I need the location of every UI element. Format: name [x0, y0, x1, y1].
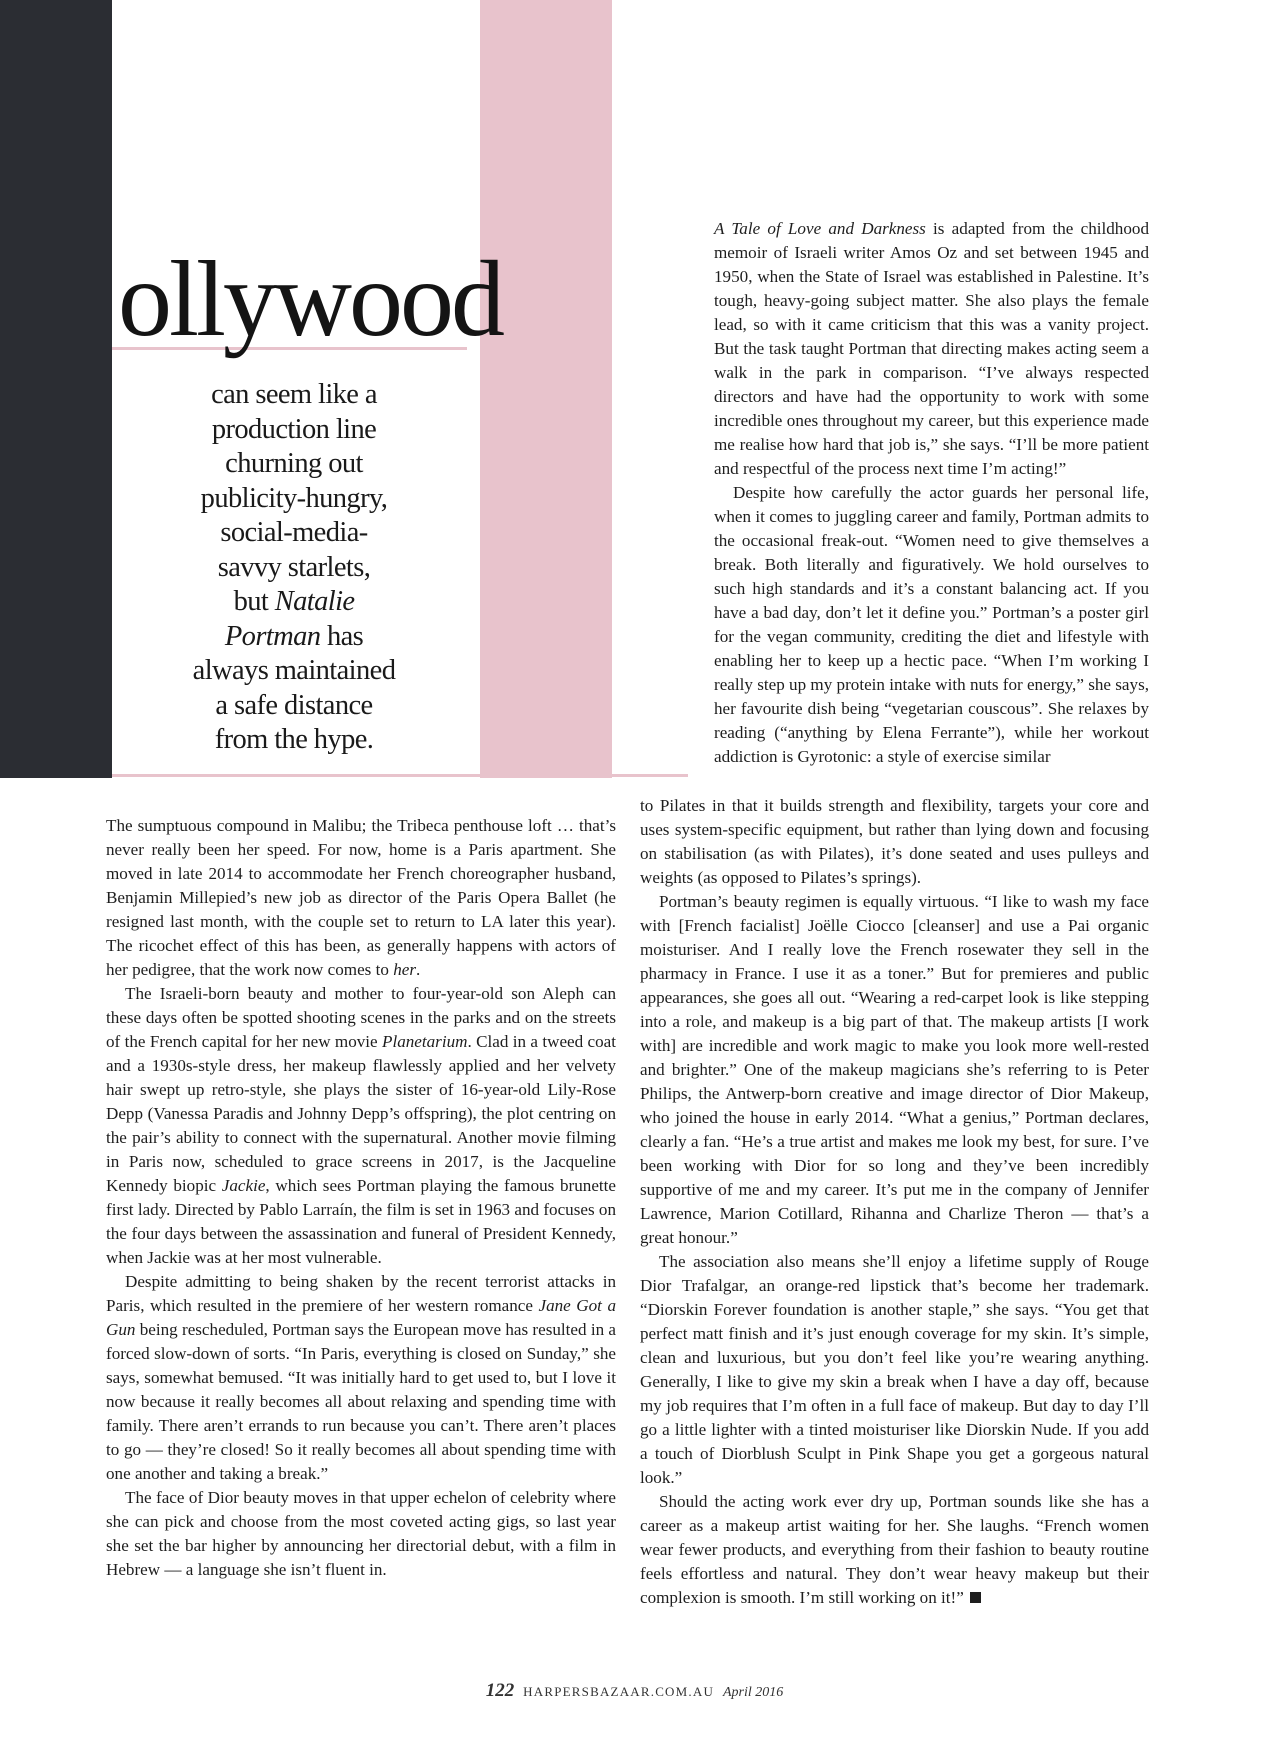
standfirst-line: publicity-hungry,	[200, 482, 388, 514]
paragraph-text: .	[415, 960, 421, 979]
paragraph-text: , which sees Portman playing the famous brunette first lady. Directed by Pablo Larraín, the film is set in 1963 and focuses on the four days between the assassination and funeral of President Kennedy, when Jackie was at her most vulnerable.	[106, 1176, 616, 1267]
body-paragraph	[714, 217, 1149, 481]
emphasis: her	[393, 960, 416, 979]
body-paragraph	[640, 1490, 1149, 1610]
body-paragraph: Despite how carefully the actor guards her personal life, when it comes to juggling career and family, Portman admits to the occasional freak-out. “Women need to give themselves a break. Both literally and figuratively. We hold ourselves to such high standards and it’s a constant balancing act. If you have a bad day, don’t let it define you.” Portman’s a poster girl for the vegan community, crediting the diet and lifestyle with enabling her to keep up a hectic pace. “When I’m working I really step up my protein intake with nuts for energy,” she says, her favourite dish being “vegetarian couscous”. She relaxes by reading (“anything by Elena Ferrante”), while her workout addiction is Gyrotonic: a style of exercise similar	[714, 483, 1149, 766]
standfirst-line	[160, 585, 428, 620]
standfirst-line: production line	[211, 413, 377, 445]
paragraph-text: The sumptuous compound in Malibu; the Tribeca penthouse loft … that’s never really been her speed. For now, home is a Paris apartment. She moved in late 2014 to accommodate her French choreographer husband, Benjamin Millepied’s new job as director of the Paris Opera Ballet (he resigned last month, with the couple set to return to LA later this year). The ricochet effect of this has been, as generally happens with actors of her pedigree, that the work now comes to	[106, 816, 616, 979]
issue-date: April 2016	[722, 1685, 784, 1700]
standfirst-but: but	[233, 586, 275, 617]
body-paragraph: The association also means she’ll enjoy a lifetime supply of Rouge Dior Trafalgar, an orange-red lipstick that’s become her trademark. “Diorskin Forever foundation is another staple,” she says. “You get that perfect matt finish and it’s just enough coverage for my skin. It’s simple, clean and luxurious, but you don’t feel like you’re wearing anything. Generally, I like to give my skin a break when I have a day off, because my job requires that I’m often in a full face of makeup. But day to day I’ll go a little lighter with a tinted moisturiser like Diorskin Nude. If you add a touch of Diorblush Sculpt in Pink Shape you get a gorgeous natural look.”	[640, 1252, 1149, 1487]
pink-color-block	[480, 0, 612, 778]
standfirst-line: a safe distance	[215, 689, 373, 721]
standfirst-line: from the hype.	[214, 724, 374, 755]
headline: ollywood	[118, 240, 503, 359]
body-paragraph	[106, 982, 616, 1270]
page-number: 122	[485, 1680, 515, 1701]
film-title: Jackie	[221, 1176, 266, 1195]
standfirst-line: churning out	[225, 448, 363, 479]
page-footer	[0, 1680, 1269, 1702]
left-column	[106, 814, 616, 1582]
standfirst-line: savvy starlets,	[217, 551, 371, 583]
body-paragraph	[106, 1270, 616, 1486]
standfirst-line: social-media-	[220, 517, 368, 548]
standfirst-line: always maintained	[192, 655, 396, 686]
standfirst	[160, 378, 428, 758]
body-paragraph: The face of Dior beauty moves in that upper echelon of celebrity where she can pick and choose from the most coveted acting gigs, so last year she set the bar higher by announcing her directorial debut, with a film in Hebrew — a language she isn’t fluent in.	[106, 1488, 616, 1579]
body-paragraph	[106, 814, 616, 982]
standfirst-name-last: Portman	[224, 620, 321, 652]
paragraph-text: . Clad in a tweed coat and a 1930s-style dress, her makeup flawlessly applied and her velvety hair swept up retro-style, she plays the sister of 16-year-old Lily-Rose Depp (Vanessa Paradis and Johnny Depp’s offspring), the plot centring on the pair’s ability to connect with the supernatural. Another movie filming in Paris now, scheduled to grace screens in 2017, is the Jacqueline Kennedy biopic	[106, 1032, 617, 1195]
dark-color-block	[0, 0, 112, 778]
site-name: HARPERSBAZAAR.COM.AU	[523, 1684, 715, 1699]
film-title: A Tale of Love and Darkness	[714, 219, 926, 238]
standfirst-has: has	[320, 620, 364, 652]
standfirst-name-first: Natalie	[274, 586, 355, 617]
body-paragraph-continued: to Pilates in that it builds strength and flexibility, targets your core and uses system-specific equipment, but rather than lying down and focusing on stabilisation (as with Pilates), it’s done seated and uses pulleys and weights (as opposed to Pilates’s springs).	[640, 796, 1149, 887]
paragraph-text: is adapted from the childhood memoir of Israeli writer Amos Oz and set between 1945 and 1950, when the State of Israel was established in Palestine. It’s tough, heavy-going subject matter. She also plays the female lead, so with it came criticism that this was a vanity project. But the task taught Portman that directing makes acting seem a walk in the park in comparison. “I’ve always respected directors and have had the opportunity to work with some incredible ones throughout my career, but this experience made me realise how hard that job is,” she says. “I’ll be more patient and respectful of the process next time I’m acting!”	[714, 219, 1149, 478]
right-column-top	[714, 217, 1149, 769]
paragraph-text: Should the acting work ever dry up, Portman sounds like she has a career as a makeup artist waiting for her. She laughs. “French women wear fewer products, and everything from their fashion to beauty routine feels effortless and natural. They don’t wear heavy makeup but their complexion is smooth. I’m still working on it!”	[640, 1492, 1149, 1607]
film-title: Planetarium	[382, 1032, 468, 1051]
paragraph-text: The Israeli-born beauty and mother to four-year-old son Aleph can these days often be spotted shooting scenes in the parks and on the streets of the French capital for her new movie	[106, 984, 616, 1051]
pink-rule-bottom	[112, 774, 688, 777]
right-column-wide	[640, 794, 1149, 1610]
end-of-article-mark	[970, 1592, 981, 1603]
standfirst-line	[160, 620, 428, 655]
body-paragraph: Portman’s beauty regimen is equally virtuous. “I like to wash my face with [French facialist] Joëlle Ciocco [cleanser] and use a Pai organic moisturiser. And I really love the French rosewater they sell in the pharmacy in France. I use it as a toner.” But for premieres and public appearances, she goes all out. “Wearing a red-carpet look is like stepping into a role, and makeup is a big part of that. The makeup artists [I work with] are incredible and work magic to make you look more well-rested and brighter.” One of the makeup magicians she’s referring to is Peter Philips, the Antwerp-born creative and image director of Dior Makeup, who joined the house in early 2014. “What a genius,” Portman declares, clearly a fan. “He’s a true artist and makes me look my best, for sure. I’ve been working with Dior for so long and they’ve been incredibly supportive of me and my career. It’s put me in the company of Jennifer Lawrence, Marion Cotillard, Rihanna and Charlize Theron — that’s a great honour.”	[640, 892, 1149, 1247]
standfirst-line: can seem like a	[211, 379, 377, 410]
paragraph-text: being rescheduled, Portman says the European move has resulted in a forced slow-down of sorts. “In Paris, everything is closed on Sunday,” she says, somewhat bemused. “It was initially hard to get used to, but I love it now because it really becomes all about relaxing and spending time with family. There aren’t errands to run because you can’t. There aren’t places to go — they’re closed! So it really becomes all about spending time with one another and taking a break.”	[106, 1320, 616, 1483]
film-title: Jane Got a Gun	[106, 1296, 616, 1339]
paragraph-text: Despite admitting to being shaken by the recent terrorist attacks in Paris, which resulted in the premiere of her western romance	[106, 1272, 616, 1315]
